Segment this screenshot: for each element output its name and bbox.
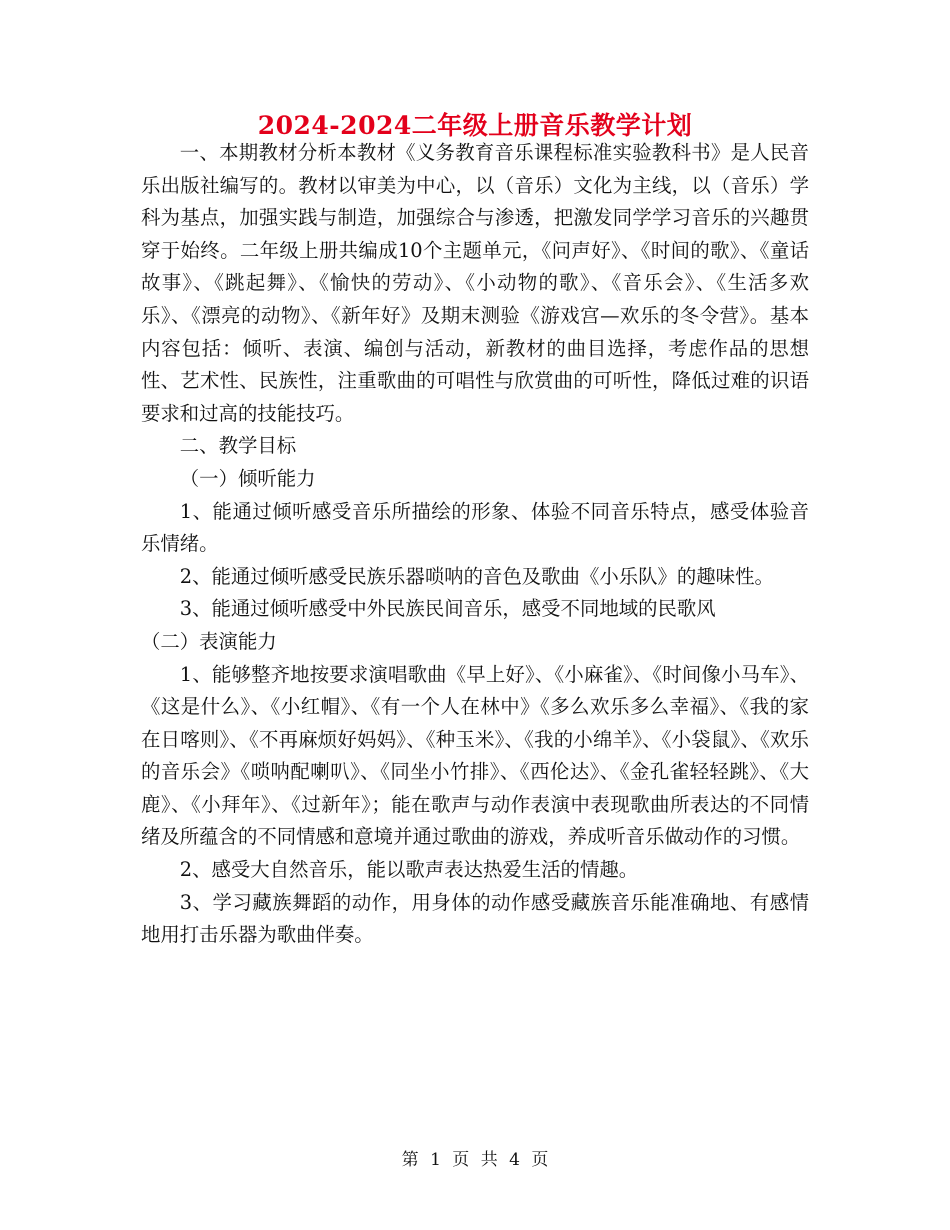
document-title: 2024-2024二年级上册音乐教学计划 [257, 111, 693, 140]
subheading-listening-ability: （一）倾听能力 [179, 466, 316, 490]
paragraph-listening-2: 2、能通过倾听感受民族乐器唢呐的音色及歌曲《小乐队》的趣味性。 [179, 564, 774, 588]
subheading-performance-ability: （二）表演能力 [141, 629, 277, 653]
heading-teaching-goals: 二、教学目标 [179, 434, 297, 458]
paragraph-listening-1: 1、能通过倾听感受音乐所描绘的形象、体验不同音乐特点，感受体验音乐情绪。 [141, 499, 809, 556]
paragraph-textbook-analysis: 一、本期教材分析本教材《义务教育音乐课程标准实验教科书》是人民音乐出版社编写的。教材以审美为中心，以（音乐）文化为主线，以（音乐）学科为基点，加强实践与制造，加强综合与渗透，把激发同学学习音乐的兴趣贯穿于始终。二年级上册共编成10个主题单元，《问声好》、《时间的歌》、《童话故事》、《跳起舞》、《愉快的劳动》、《小动物的歌》、《音乐会》、《生活多欢乐》、《漂亮的动物》、《新年好》及期末测验《游戏宫—欢乐的冬令营》。基本内容包括：倾听、表演、编创与活动，新教材的曲目选择，考虑作品的思想性、艺术性、民族性，注重歌曲的可唱性与欣赏曲的可听性，降低过难的识语要求和过高的技能技巧。 [141, 141, 809, 425]
paragraph-listening-3: 3、能通过倾听感受中外民族民间音乐，感受不同地域的民歌风 [179, 597, 716, 621]
page-footer: 第 1 页 共 4 页 [401, 1150, 549, 1170]
document-body [141, 137, 809, 952]
paragraph-performance-1: 1、能够整齐地按要求演唱歌曲《早上好》、《小麻雀》、《时间像小马车》、《这是什么》、《小红帽》、《有一个人在林中》《多么欢乐多么幸福》、《我的家在日喀则》、《不再麻烦好妈妈》、《种玉米》、《我的小绵羊》、《小袋鼠》、《欢乐的音乐会》《唢呐配喇叭》、《同坐小竹排》、《西伦达》、《金孔雀轻轻跳》、《大鹿》、《小拜年》、《过新年》；能在歌声与动作表演中表现歌曲所表达的不同情绪及所蕴含的不同情感和意境并通过歌曲的游戏，养成听音乐做动作的习惯。 [141, 662, 809, 849]
paragraph-performance-3: 3、学习藏族舞蹈的动作，用身体的动作感受藏族音乐能准确地、有感情地用打击乐器为歌曲伴奏。 [141, 890, 809, 947]
paragraph-performance-2: 2、感受大自然音乐，能以歌声表达热爱生活的情趣。 [179, 858, 639, 882]
